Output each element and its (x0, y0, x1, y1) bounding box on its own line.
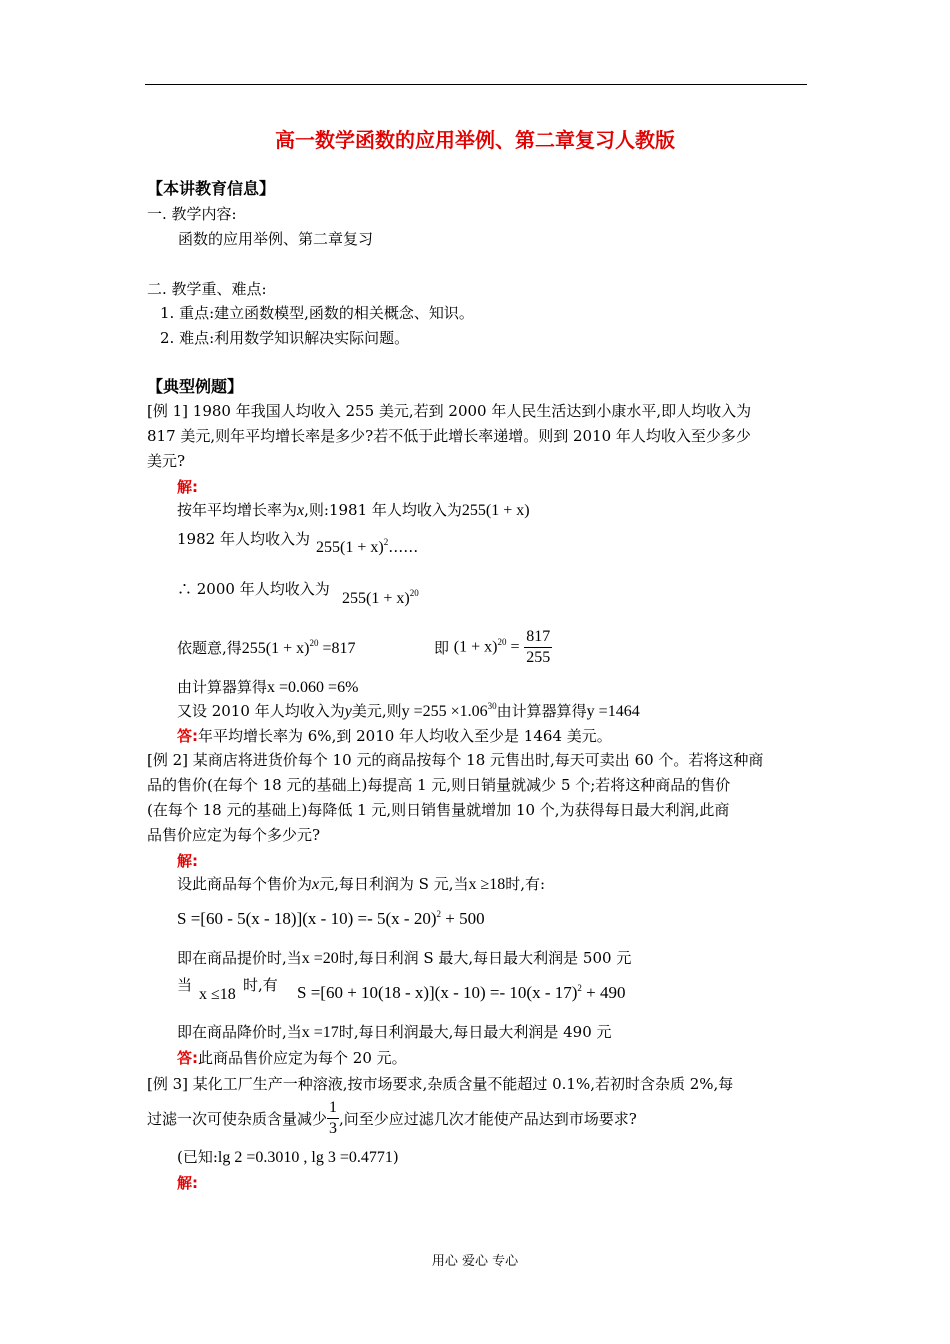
page-footer: 用心 爱心 专心 (431, 1254, 519, 1269)
example1-step6: 又设 2010 年人均收入为y美元,则$y =255 \times 1.06^{30}$由计算器算得y =1464 (177, 701, 640, 720)
example2-step3: 即在商品提价时,当x =20时,每日利润 S 最大,每日最大利润是 500 元 (177, 949, 632, 967)
example1-step1: 按年平均增长率为x,则:1981 年人均收入为255(1 + x) (177, 501, 530, 519)
example1-step3-label: ∴ 2000 年人均收入为 (177, 580, 330, 598)
example3-solution-label: 解: (177, 1174, 198, 1192)
example2-question-line4: 品售价应定为每个多少元? (147, 826, 321, 844)
example2-step4-you: 时,有 (243, 976, 278, 994)
example2-profit-formula-2: S =[60 + 10(18 - x)](x - 10) =- 10(x - 17)$^2$ + 490 (297, 983, 626, 1002)
example2-question-line3: (在每个 18 元的基础上)每降低 1 元,则日销售量就增加 10 个,为获得每日最大利润,此商 (147, 801, 730, 819)
key-point-1: 1. 重点:建立函数模型,函数的相关概念、知识。 (160, 304, 474, 322)
example2-step1: 设此商品每个售价为x元,每日利润为 S 元,当x ≥18时,有: (177, 875, 546, 893)
example1-question-line1: [例 1] 1980 年我国人均收入 255 美元,若到 2000 年人民生活达到小康水平,即人均收入为 (147, 402, 752, 420)
example2-step5: 即在商品降价时,当x =17时,每日利润最大,每日最大利润是 490 元 (177, 1023, 612, 1041)
example2-solution-label: 解: (177, 852, 198, 870)
example1-step4: 依题意,得$255(1 + x)^{20} =817$ (177, 638, 356, 657)
document-title: 高一数学函数的应用举例、第二章复习人教版 (275, 128, 675, 152)
example1-step3-formula: $255(1 + x)^{20}$ (342, 588, 419, 607)
section-heading-info: 【本讲教育信息】 (147, 179, 276, 198)
example1-question-line2: 817 美元,则年平均增长率是多少?若不低于此增长率递增。则到 2010 年人均收入至少多少 (147, 427, 751, 445)
example2-step4-dang: 当 (177, 976, 193, 994)
example2-question-line2: 品的售价(在每个 18 元的基础上)每提高 1 元,则日销量就减少 5 个;若将这种商品的售价 (147, 776, 731, 794)
example2-question-line1: [例 2] 某商店将进货价每个 10 元的商品按每个 18 元售出时,每天可卖出 60 个。若将这种商 (147, 751, 764, 769)
example3-question-line2: 过滤一次可使杂质含量减少 $\frac{1}{3}$ ,问至少应过滤几次才能使产品达到市场要求? (147, 1099, 637, 1137)
example1-step2-formula: $255(1 + x)^2\dots\dots$ (316, 537, 419, 556)
example1-step5: 由计算器算得x =0.060 =6% (177, 678, 359, 696)
example2-step4-condition: x ≤18 (199, 986, 236, 1003)
example1-step4-fraction: 即 $(1 + x)^{20}$ = $\frac{817}{255}$ (434, 628, 551, 666)
teaching-content-label: 一. 教学内容: (147, 205, 237, 223)
example1-step2-label: 1982 年人均收入为 (177, 530, 310, 548)
section-heading-examples: 【典型例题】 (147, 377, 244, 396)
example3-given: (已知:lg 2 =0.3010 , lg 3 =0.4771) (177, 1148, 399, 1166)
example1-question-line3: 美元? (147, 452, 186, 470)
example2-answer: 答:此商品售价应定为每个 20 元。 (177, 1049, 407, 1067)
example1-solution-label: 解: (177, 478, 198, 496)
key-point-2: 2. 难点:利用数学知识解决实际问题。 (160, 329, 410, 347)
example2-profit-formula-1: S =[60 - 5(x - 18)](x - 10) =- 5(x - 20)$^2$ + 500 (177, 909, 485, 928)
example1-answer: 答:年平均增长率为 6%,到 2010 年人均收入至少是 1464 美元。 (177, 727, 612, 745)
example3-question-line1: [例 3] 某化工厂生产一种溶液,按市场要求,杂质含量不能超过 0.1%,若初时含杂质 2%,每 (147, 1075, 734, 1093)
teaching-content-text: 函数的应用举例、第二章复习 (178, 230, 374, 248)
header-rule (145, 84, 807, 85)
key-points-label: 二. 教学重、难点: (147, 280, 267, 298)
